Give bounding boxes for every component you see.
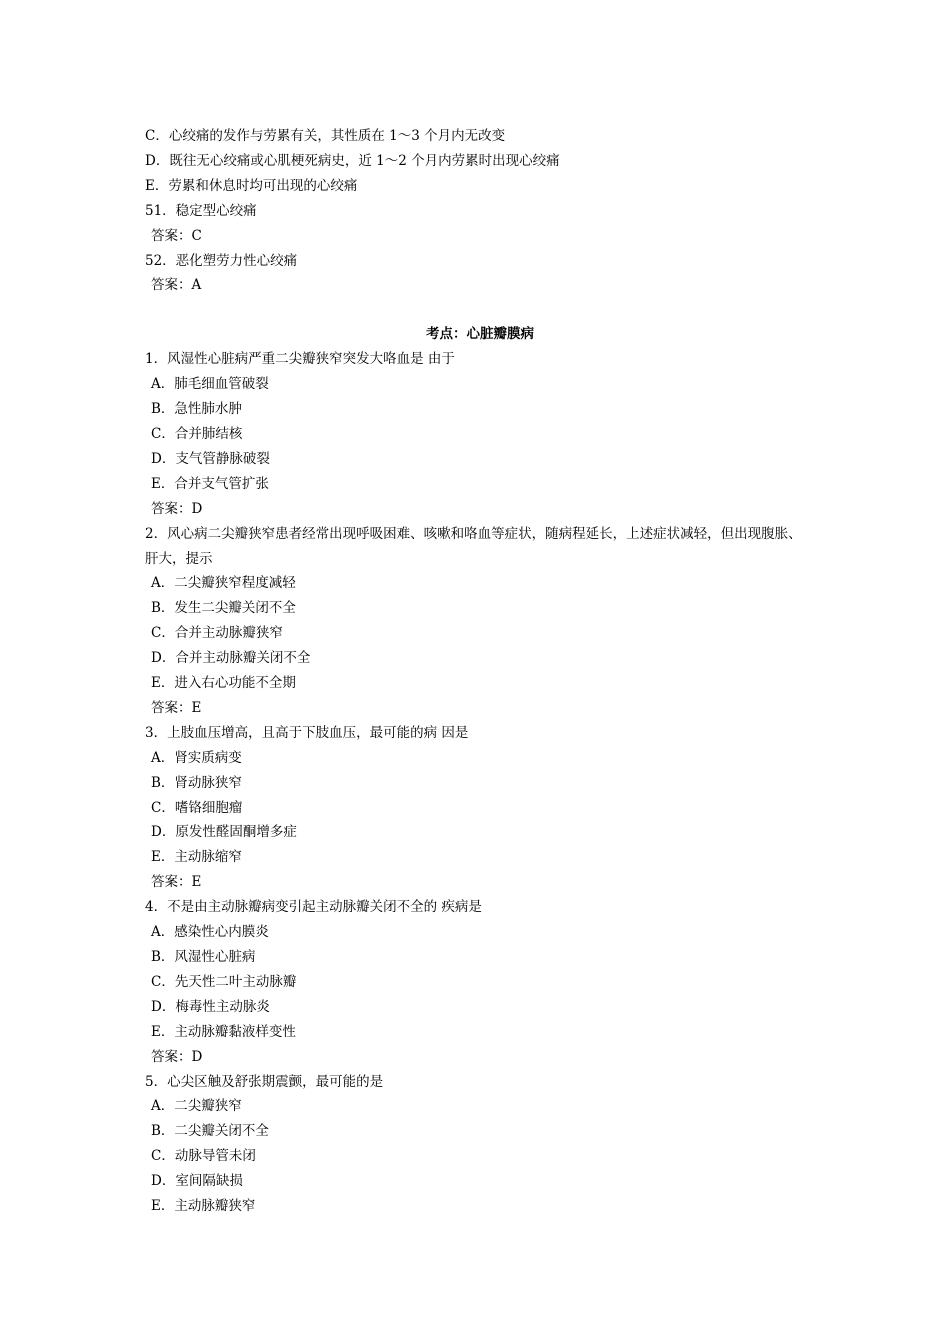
option-line: A．感染性心内膜炎 — [151, 924, 269, 941]
document-content — [145, 124, 815, 1219]
answer-line: 答案：D — [151, 500, 203, 517]
question-stem: 5．心尖区触及舒张期震颤，最可能的是 — [145, 1073, 384, 1090]
option-line: D．合并主动脉瓣关闭不全 — [151, 650, 311, 667]
option-line: D．原发性醛固酮增多症 — [151, 824, 297, 841]
option-line: E．主动脉瓣狭窄 — [151, 1198, 256, 1215]
question-stem: 52．恶化塑劳力性心绞痛 — [145, 252, 298, 269]
option-line: C．动脉导管未闭 — [151, 1148, 256, 1165]
option-line: C．合并主动脉瓣狭窄 — [151, 625, 283, 642]
option-line: C．先天性二叶主动脉瓣 — [151, 973, 297, 990]
answer-line: 答案：C — [151, 227, 202, 244]
answer-line: 答案：E — [151, 874, 202, 891]
option-line: E．主动脉瓣黏液样变性 — [151, 1023, 296, 1040]
option-line: E．劳累和休息时均可出现的心绞痛 — [145, 177, 358, 194]
option-line: B．急性肺水肿 — [151, 401, 242, 418]
option-line: A．二尖瓣狭窄 — [151, 1098, 242, 1115]
section-heading: 考点：心脏瓣膜病 — [426, 326, 534, 343]
option-line: B．风湿性心脏病 — [151, 949, 256, 965]
option-line: B．二尖瓣关闭不全 — [151, 1123, 269, 1140]
option-line: A．二尖瓣狭窄程度减轻 — [151, 575, 296, 592]
spacer — [145, 298, 815, 322]
answer-line: 答案：A — [151, 277, 202, 294]
answer-line: 答案：D — [151, 1048, 203, 1065]
option-line: D．支气管静脉破裂 — [151, 450, 270, 467]
option-line: C．嗜铬细胞瘤 — [151, 799, 243, 816]
option-line: D．梅毒性主动脉炎 — [151, 998, 270, 1015]
question-stem: 51．稳定型心绞痛 — [145, 202, 257, 219]
question-stem: 2．风心病二尖瓣狭窄患者经常出现呼吸困难、咳嗽和咯血等症状，随病程延长，上述症状减轻，但出现腹胀、肝大，提示 — [145, 525, 802, 567]
option-line: D．室间隔缺损 — [151, 1173, 243, 1190]
answer-line: 答案：E — [151, 699, 202, 716]
option-line: B．肾动脉狭窄 — [151, 774, 242, 791]
question-stem: 3．上肢血压增高，且高于下肢血压，最可能的病 因是 — [145, 724, 469, 741]
option-line: E．进入右心功能不全期 — [151, 675, 296, 692]
option-line: B．发生二尖瓣关闭不全 — [151, 600, 296, 617]
option-line: D．既往无心绞痛或心肌梗死病史，近 1～2 个月内劳累时出现心绞痛 — [145, 152, 560, 169]
option-line: E．合并支气管扩张 — [151, 475, 269, 492]
option-line: A．肾实质病变 — [151, 749, 242, 766]
option-line: C．合并肺结核 — [151, 425, 243, 442]
question-stem: 1．风湿性心脏病严重二尖瓣狭窄突发大咯血是 由于 — [145, 351, 455, 368]
option-line: E．主动脉缩窄 — [151, 849, 242, 866]
option-line: C．心绞痛的发作与劳累有关，其性质在 1～3 个月内无改变 — [145, 128, 506, 144]
option-line: A．肺毛细血管破裂 — [151, 376, 269, 393]
question-stem: 4．不是由主动脉瓣病变引起主动脉瓣关闭不全的 疾病是 — [145, 899, 482, 916]
